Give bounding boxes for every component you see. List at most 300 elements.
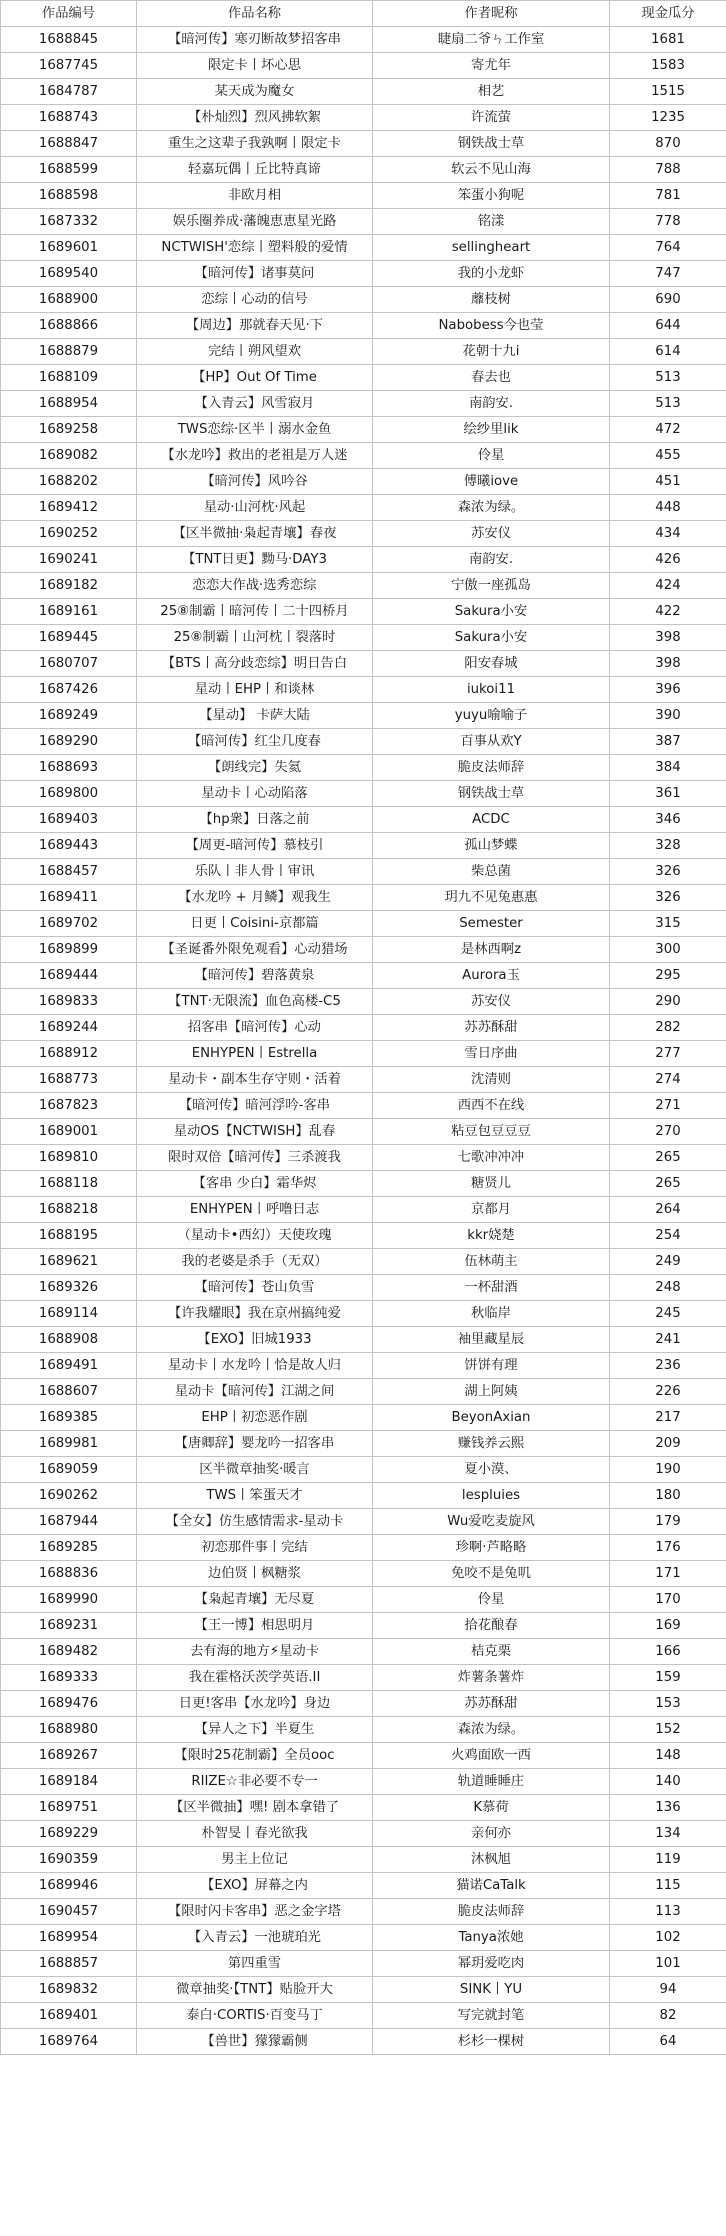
work-title-cell: 完结丨朔风望欢 (137, 339, 373, 365)
table-row (1, 1717, 726, 1743)
cash-share-cell: 361 (610, 781, 726, 807)
work-title-cell: 第四重雪 (137, 1951, 373, 1977)
work-id-cell: 1688908 (1, 1327, 137, 1353)
work-id-cell: 1687823 (1, 1093, 137, 1119)
cash-share-cell: 424 (610, 573, 726, 599)
cash-share-cell: 788 (610, 157, 726, 183)
table-row (1, 339, 726, 365)
work-title-cell: 【TNT·无限流】血色高楼-C5 (137, 989, 373, 1015)
cash-share-cell: 248 (610, 1275, 726, 1301)
cash-share-cell: 1583 (610, 53, 726, 79)
work-title-cell: TWS恋综·区半丨溺水金鱼 (137, 417, 373, 443)
table-row (1, 521, 726, 547)
cash-share-cell: 282 (610, 1015, 726, 1041)
work-title-cell: 【朴灿烈】烈风拂软絮 (137, 105, 373, 131)
work-title-cell: 星动卡丨水龙吟丨恰是故人归 (137, 1353, 373, 1379)
author-nickname-cell: Semester (373, 911, 610, 937)
author-nickname-cell: 雪日序曲 (373, 1041, 610, 1067)
work-title-cell: 区半微章抽奖·暖言 (137, 1457, 373, 1483)
author-nickname-cell: 孤山梦蝶 (373, 833, 610, 859)
table-row (1, 131, 726, 157)
table-row (1, 859, 726, 885)
cash-share-cell: 747 (610, 261, 726, 287)
work-id-cell: 1689764 (1, 2029, 137, 2055)
author-nickname-cell: 是林西啊z (373, 937, 610, 963)
table-row (1, 391, 726, 417)
cash-share-cell: 102 (610, 1925, 726, 1951)
work-title-cell: NCTWISH'恋综丨塑料般的爱情 (137, 235, 373, 261)
table-row (1, 1483, 726, 1509)
work-title-cell: 【周更-暗河传】慕枝引 (137, 833, 373, 859)
work-id-cell: 1689445 (1, 625, 137, 651)
author-nickname-cell: 苏苏酥甜 (373, 1015, 610, 1041)
cash-share-cell: 778 (610, 209, 726, 235)
cash-share-cell: 190 (610, 1457, 726, 1483)
cash-share-cell: 290 (610, 989, 726, 1015)
work-title-cell: 【入青云】风雪寂月 (137, 391, 373, 417)
table-row (1, 183, 726, 209)
cash-share-cell: 295 (610, 963, 726, 989)
work-id-cell: 1688980 (1, 1717, 137, 1743)
table-row (1, 27, 726, 53)
table-row (1, 703, 726, 729)
author-nickname-cell: 森浓为绿。 (373, 1717, 610, 1743)
work-id-cell: 1689899 (1, 937, 137, 963)
table-row (1, 1223, 726, 1249)
cash-share-cell: 448 (610, 495, 726, 521)
table-row (1, 417, 726, 443)
work-id-cell: 1690457 (1, 1899, 137, 1925)
table-row (1, 989, 726, 1015)
work-title-cell: 【区半微抽】嘿! 剧本拿错了 (137, 1795, 373, 1821)
table-row (1, 677, 726, 703)
author-nickname-cell: 湖上阿姨 (373, 1379, 610, 1405)
cash-share-cell: 315 (610, 911, 726, 937)
work-title-cell: 恋综丨心动的信号 (137, 287, 373, 313)
work-id-cell: 1689114 (1, 1301, 137, 1327)
author-nickname-cell: 猫诺CaTalk (373, 1873, 610, 1899)
table-row (1, 157, 726, 183)
work-id-cell: 1688109 (1, 365, 137, 391)
work-title-cell: 【暗河传】碧落黄泉 (137, 963, 373, 989)
work-id-cell: 1688773 (1, 1067, 137, 1093)
cash-share-cell: 115 (610, 1873, 726, 1899)
header-work-id: 作品编号 (1, 1, 137, 27)
work-id-cell: 1680707 (1, 651, 137, 677)
table-row (1, 495, 726, 521)
work-title-cell: 我的老婆是杀手（无双） (137, 1249, 373, 1275)
work-title-cell: 【暗河传】寒刃断故梦招客串 (137, 27, 373, 53)
work-id-cell: 1689411 (1, 885, 137, 911)
cash-share-cell: 644 (610, 313, 726, 339)
author-nickname-cell: 伶星 (373, 443, 610, 469)
table-row (1, 807, 726, 833)
work-id-cell: 1689601 (1, 235, 137, 261)
work-id-cell: 1687745 (1, 53, 137, 79)
work-id-cell: 1688879 (1, 339, 137, 365)
work-id-cell: 1689082 (1, 443, 137, 469)
work-id-cell: 1689333 (1, 1665, 137, 1691)
work-title-cell: 微章抽奖·【TNT】贴脸开大 (137, 1977, 373, 2003)
work-title-cell: 初恋那件事丨完结 (137, 1535, 373, 1561)
author-nickname-cell: 柴总菌 (373, 859, 610, 885)
work-title-cell: 【BTS丨高分歧恋综】明日告白 (137, 651, 373, 677)
author-nickname-cell: 南韵安. (373, 391, 610, 417)
cash-share-cell: 781 (610, 183, 726, 209)
cash-share-cell: 169 (610, 1613, 726, 1639)
work-title-cell: 朴智旻丨春光欲我 (137, 1821, 373, 1847)
table-row (1, 651, 726, 677)
author-nickname-cell: 许流萤 (373, 105, 610, 131)
work-id-cell: 1684787 (1, 79, 137, 105)
cash-share-cell: 326 (610, 885, 726, 911)
work-id-cell: 1689482 (1, 1639, 137, 1665)
cash-share-cell: 326 (610, 859, 726, 885)
work-title-cell: ENHYPEN丨呼噜日志 (137, 1197, 373, 1223)
author-nickname-cell: 火鸡面欧一西 (373, 1743, 610, 1769)
table-row (1, 1665, 726, 1691)
author-nickname-cell: BeyonAxian (373, 1405, 610, 1431)
cash-share-cell: 159 (610, 1665, 726, 1691)
work-title-cell: 【暗河传】诸事莫问 (137, 261, 373, 287)
author-nickname-cell: 玥九不见兔惠惠 (373, 885, 610, 911)
author-nickname-cell: 铭漾 (373, 209, 610, 235)
table-row (1, 1275, 726, 1301)
author-nickname-cell: 夏小漠、 (373, 1457, 610, 1483)
table-row (1, 79, 726, 105)
author-nickname-cell: 脆皮法师辞 (373, 755, 610, 781)
work-title-cell: 非欧月相 (137, 183, 373, 209)
work-title-cell: 星动OS【NCTWISH】乱春 (137, 1119, 373, 1145)
table-row (1, 1353, 726, 1379)
header-cash-share: 现金瓜分 (610, 1, 726, 27)
work-id-cell: 1689800 (1, 781, 137, 807)
cash-share-cell: 136 (610, 1795, 726, 1821)
table-row (1, 1145, 726, 1171)
work-title-cell: 【限时25花制霸】全员ooc (137, 1743, 373, 1769)
author-nickname-cell: 相艺 (373, 79, 610, 105)
work-title-cell: 【水龙吟】救出的老祖是万人迷 (137, 443, 373, 469)
work-title-cell: 星动·山河枕·风起 (137, 495, 373, 521)
table-row (1, 781, 726, 807)
work-id-cell: 1689751 (1, 1795, 137, 1821)
work-title-cell: 【区半微抽·枭起青壤】春夜 (137, 521, 373, 547)
cash-share-cell: 241 (610, 1327, 726, 1353)
work-title-cell: ENHYPEN丨Estrella (137, 1041, 373, 1067)
table-row (1, 1587, 726, 1613)
author-nickname-cell: 伍林萌主 (373, 1249, 610, 1275)
work-title-cell: 25⑧制霸丨山河枕丨裂落时 (137, 625, 373, 651)
author-nickname-cell: 幂玥爱吃肉 (373, 1951, 610, 1977)
work-id-cell: 1688857 (1, 1951, 137, 1977)
author-nickname-cell: 苏苏酥甜 (373, 1691, 610, 1717)
work-id-cell: 1688693 (1, 755, 137, 781)
work-title-cell: 我在霍格沃茨学英语.II (137, 1665, 373, 1691)
cash-share-cell: 434 (610, 521, 726, 547)
author-nickname-cell: 一杯甜酒 (373, 1275, 610, 1301)
work-id-cell: 1689326 (1, 1275, 137, 1301)
cash-share-cell: 64 (610, 2029, 726, 2055)
author-nickname-cell: Sakura小安 (373, 625, 610, 651)
work-id-cell: 1689184 (1, 1769, 137, 1795)
cash-share-cell: 271 (610, 1093, 726, 1119)
table-row (1, 755, 726, 781)
work-title-cell: 【限时闪卡客串】恶之金字塔 (137, 1899, 373, 1925)
table-row (1, 573, 726, 599)
cash-share-cell: 277 (610, 1041, 726, 1067)
author-nickname-cell: 杉杉一棵树 (373, 2029, 610, 2055)
table-row (1, 2029, 726, 2055)
author-nickname-cell: K慕荷 (373, 1795, 610, 1821)
work-title-cell: 【周边】那就春天见·下 (137, 313, 373, 339)
author-nickname-cell: 睫扇二爷ㄣ工作室 (373, 27, 610, 53)
author-nickname-cell: sellingheart (373, 235, 610, 261)
table-row (1, 599, 726, 625)
table-row (1, 963, 726, 989)
work-title-cell: 星动丨EHP丨和谈林 (137, 677, 373, 703)
work-id-cell: 1689229 (1, 1821, 137, 1847)
cash-share-cell: 346 (610, 807, 726, 833)
work-id-cell: 1689954 (1, 1925, 137, 1951)
work-id-cell: 1689412 (1, 495, 137, 521)
work-id-cell: 1689267 (1, 1743, 137, 1769)
cash-share-cell: 451 (610, 469, 726, 495)
cash-share-cell: 226 (610, 1379, 726, 1405)
cash-share-cell: 217 (610, 1405, 726, 1431)
author-nickname-cell: 春去也 (373, 365, 610, 391)
work-id-cell: 1689621 (1, 1249, 137, 1275)
work-title-cell: RIIZE☆非必要不专一 (137, 1769, 373, 1795)
author-nickname-cell: Nabobess今也莹 (373, 313, 610, 339)
table-row (1, 2003, 726, 2029)
table-row (1, 1821, 726, 1847)
table-row (1, 1769, 726, 1795)
work-id-cell: 1687332 (1, 209, 137, 235)
table-row (1, 1951, 726, 1977)
author-nickname-cell: 苏安仪 (373, 989, 610, 1015)
author-nickname-cell: 沈清则 (373, 1067, 610, 1093)
author-nickname-cell: 拾花酿春 (373, 1613, 610, 1639)
work-title-cell: 某天成为魔女 (137, 79, 373, 105)
work-id-cell: 1687944 (1, 1509, 137, 1535)
author-nickname-cell: 免咬不是兔叽 (373, 1561, 610, 1587)
cash-share-cell: 171 (610, 1561, 726, 1587)
cash-share-cell: 328 (610, 833, 726, 859)
work-id-cell: 1688118 (1, 1171, 137, 1197)
cash-share-cell: 176 (610, 1535, 726, 1561)
cash-share-cell: 153 (610, 1691, 726, 1717)
work-title-cell: 星动卡・副本生存守则・活着 (137, 1067, 373, 1093)
work-id-cell: 1689810 (1, 1145, 137, 1171)
table-row (1, 1431, 726, 1457)
work-title-cell: 【朗线完】失氦 (137, 755, 373, 781)
cash-share-cell: 236 (610, 1353, 726, 1379)
work-title-cell: 星动卡丨心动陷落 (137, 781, 373, 807)
work-id-cell: 1688866 (1, 313, 137, 339)
cash-share-cell: 1515 (610, 79, 726, 105)
work-id-cell: 1689990 (1, 1587, 137, 1613)
cash-share-cell: 274 (610, 1067, 726, 1093)
author-nickname-cell: 袖里藏星辰 (373, 1327, 610, 1353)
work-id-cell: 1689540 (1, 261, 137, 287)
work-id-cell: 1688836 (1, 1561, 137, 1587)
cash-share-cell: 300 (610, 937, 726, 963)
work-id-cell: 1689285 (1, 1535, 137, 1561)
work-id-cell: 1688599 (1, 157, 137, 183)
author-nickname-cell: 饼饼有理 (373, 1353, 610, 1379)
work-id-cell: 1689832 (1, 1977, 137, 2003)
author-nickname-cell: kkr娆楚 (373, 1223, 610, 1249)
cash-share-cell: 101 (610, 1951, 726, 1977)
work-title-cell: 【暗河传】暗河浮吟-客串 (137, 1093, 373, 1119)
author-nickname-cell: 珍啊·芦略略 (373, 1535, 610, 1561)
table-row (1, 1197, 726, 1223)
cash-share-cell: 398 (610, 625, 726, 651)
work-id-cell: 1688912 (1, 1041, 137, 1067)
cash-share-cell: 152 (610, 1717, 726, 1743)
author-nickname-cell: 百事从欢Y (373, 729, 610, 755)
cash-share-cell: 82 (610, 2003, 726, 2029)
work-id-cell: 1689491 (1, 1353, 137, 1379)
work-id-cell: 1689231 (1, 1613, 137, 1639)
cash-share-cell: 396 (610, 677, 726, 703)
work-id-cell: 1689443 (1, 833, 137, 859)
author-nickname-cell: 我的小龙虾 (373, 261, 610, 287)
table-row (1, 729, 726, 755)
cash-share-cell: 1681 (610, 27, 726, 53)
cash-share-cell: 265 (610, 1171, 726, 1197)
work-id-cell: 1689401 (1, 2003, 137, 2029)
cash-share-cell: 390 (610, 703, 726, 729)
table-row (1, 1847, 726, 1873)
author-nickname-cell: 蘼枝树 (373, 287, 610, 313)
work-title-cell: 25⑧制霸丨暗河传丨二十四桥月 (137, 599, 373, 625)
table-row (1, 1301, 726, 1327)
table-row (1, 469, 726, 495)
cash-share-cell: 513 (610, 391, 726, 417)
work-title-cell: 【兽世】獴獴霸侧 (137, 2029, 373, 2055)
work-id-cell: 1689249 (1, 703, 137, 729)
table-row (1, 1899, 726, 1925)
cash-share-cell: 180 (610, 1483, 726, 1509)
work-id-cell: 1688900 (1, 287, 137, 313)
cash-share-cell: 140 (610, 1769, 726, 1795)
work-title-cell: 【王一博】相思明月 (137, 1613, 373, 1639)
work-id-cell: 1688218 (1, 1197, 137, 1223)
work-title-cell: （星动卡•西幻）天使玫瑰 (137, 1223, 373, 1249)
author-nickname-cell: 写完就封笔 (373, 2003, 610, 2029)
cash-share-cell: 94 (610, 1977, 726, 2003)
work-id-cell: 1690359 (1, 1847, 137, 1873)
author-nickname-cell: 寄尤年 (373, 53, 610, 79)
author-nickname-cell: Sakura小安 (373, 599, 610, 625)
author-nickname-cell: 秋临岸 (373, 1301, 610, 1327)
cash-share-cell: 265 (610, 1145, 726, 1171)
work-title-cell: 【圣诞番外限免观看】心动猎场 (137, 937, 373, 963)
author-nickname-cell: iukoi11 (373, 677, 610, 703)
table-row (1, 1535, 726, 1561)
cash-share-cell: 179 (610, 1509, 726, 1535)
author-nickname-cell: 脆皮法师辞 (373, 1899, 610, 1925)
table-row (1, 53, 726, 79)
cash-share-cell: 254 (610, 1223, 726, 1249)
author-nickname-cell: Wu爱吃麦旋风 (373, 1509, 610, 1535)
author-nickname-cell: Tanya浓她 (373, 1925, 610, 1951)
work-id-cell: 1689476 (1, 1691, 137, 1717)
header-author-nickname: 作者昵称 (373, 1, 610, 27)
work-title-cell: 【EXO】旧城1933 (137, 1327, 373, 1353)
cash-share-cell: 690 (610, 287, 726, 313)
cash-share-cell: 209 (610, 1431, 726, 1457)
table-row (1, 1067, 726, 1093)
work-title-cell: 【TNT日更】黝马·DAY3 (137, 547, 373, 573)
cash-share-cell: 426 (610, 547, 726, 573)
table-row (1, 1795, 726, 1821)
work-title-cell: 【许我耀眼】我在京州搞纯爱 (137, 1301, 373, 1327)
author-nickname-cell: 京都月 (373, 1197, 610, 1223)
table-row (1, 1327, 726, 1353)
table-row (1, 261, 726, 287)
table-row (1, 1691, 726, 1717)
cash-share-cell: 455 (610, 443, 726, 469)
table-row (1, 1119, 726, 1145)
cash-share-cell: 166 (610, 1639, 726, 1665)
table-row (1, 911, 726, 937)
table-row (1, 1639, 726, 1665)
work-id-cell: 1687426 (1, 677, 137, 703)
author-nickname-cell: 花朝十九i (373, 339, 610, 365)
work-id-cell: 1689702 (1, 911, 137, 937)
work-id-cell: 1688845 (1, 27, 137, 53)
work-id-cell: 1688607 (1, 1379, 137, 1405)
author-nickname-cell: 粘豆包豆豆豆 (373, 1119, 610, 1145)
table-row (1, 885, 726, 911)
cash-share-cell: 113 (610, 1899, 726, 1925)
cash-share-cell: 249 (610, 1249, 726, 1275)
table-row (1, 1977, 726, 2003)
author-nickname-cell: 亲何亦 (373, 1821, 610, 1847)
cash-share-cell: 764 (610, 235, 726, 261)
author-nickname-cell: 七歌冲冲冲 (373, 1145, 610, 1171)
table-row (1, 105, 726, 131)
cash-share-cell: 384 (610, 755, 726, 781)
cash-share-cell: 513 (610, 365, 726, 391)
author-nickname-cell: 钢铁战士草 (373, 131, 610, 157)
work-title-cell: TWS丨笨蛋天才 (137, 1483, 373, 1509)
work-title-cell: 重生之这辈子我孰啊丨限定卡 (137, 131, 373, 157)
table-row (1, 833, 726, 859)
work-title-cell: 【入青云】一池琥珀光 (137, 1925, 373, 1951)
work-title-cell: 乐队丨非人骨丨审讯 (137, 859, 373, 885)
work-id-cell: 1688202 (1, 469, 137, 495)
work-title-cell: 限时双倍【暗河传】三杀渡我 (137, 1145, 373, 1171)
author-nickname-cell: 轨道睡睡庄 (373, 1769, 610, 1795)
work-id-cell: 1690252 (1, 521, 137, 547)
work-id-cell: 1689981 (1, 1431, 137, 1457)
work-id-cell: 1689444 (1, 963, 137, 989)
work-id-cell: 1689290 (1, 729, 137, 755)
table-row (1, 1743, 726, 1769)
table-row (1, 1093, 726, 1119)
work-title-cell: 【全女】仿生感情需求-星动卡 (137, 1509, 373, 1535)
table-row (1, 1171, 726, 1197)
table-row (1, 1379, 726, 1405)
work-title-cell: 去有海的地方⚡星动卡 (137, 1639, 373, 1665)
cash-share-cell: 422 (610, 599, 726, 625)
work-title-cell: 【水龙吟 + 月鳞】观我生 (137, 885, 373, 911)
work-title-cell: 日更丨Coisini-京都篇 (137, 911, 373, 937)
work-id-cell: 1689001 (1, 1119, 137, 1145)
